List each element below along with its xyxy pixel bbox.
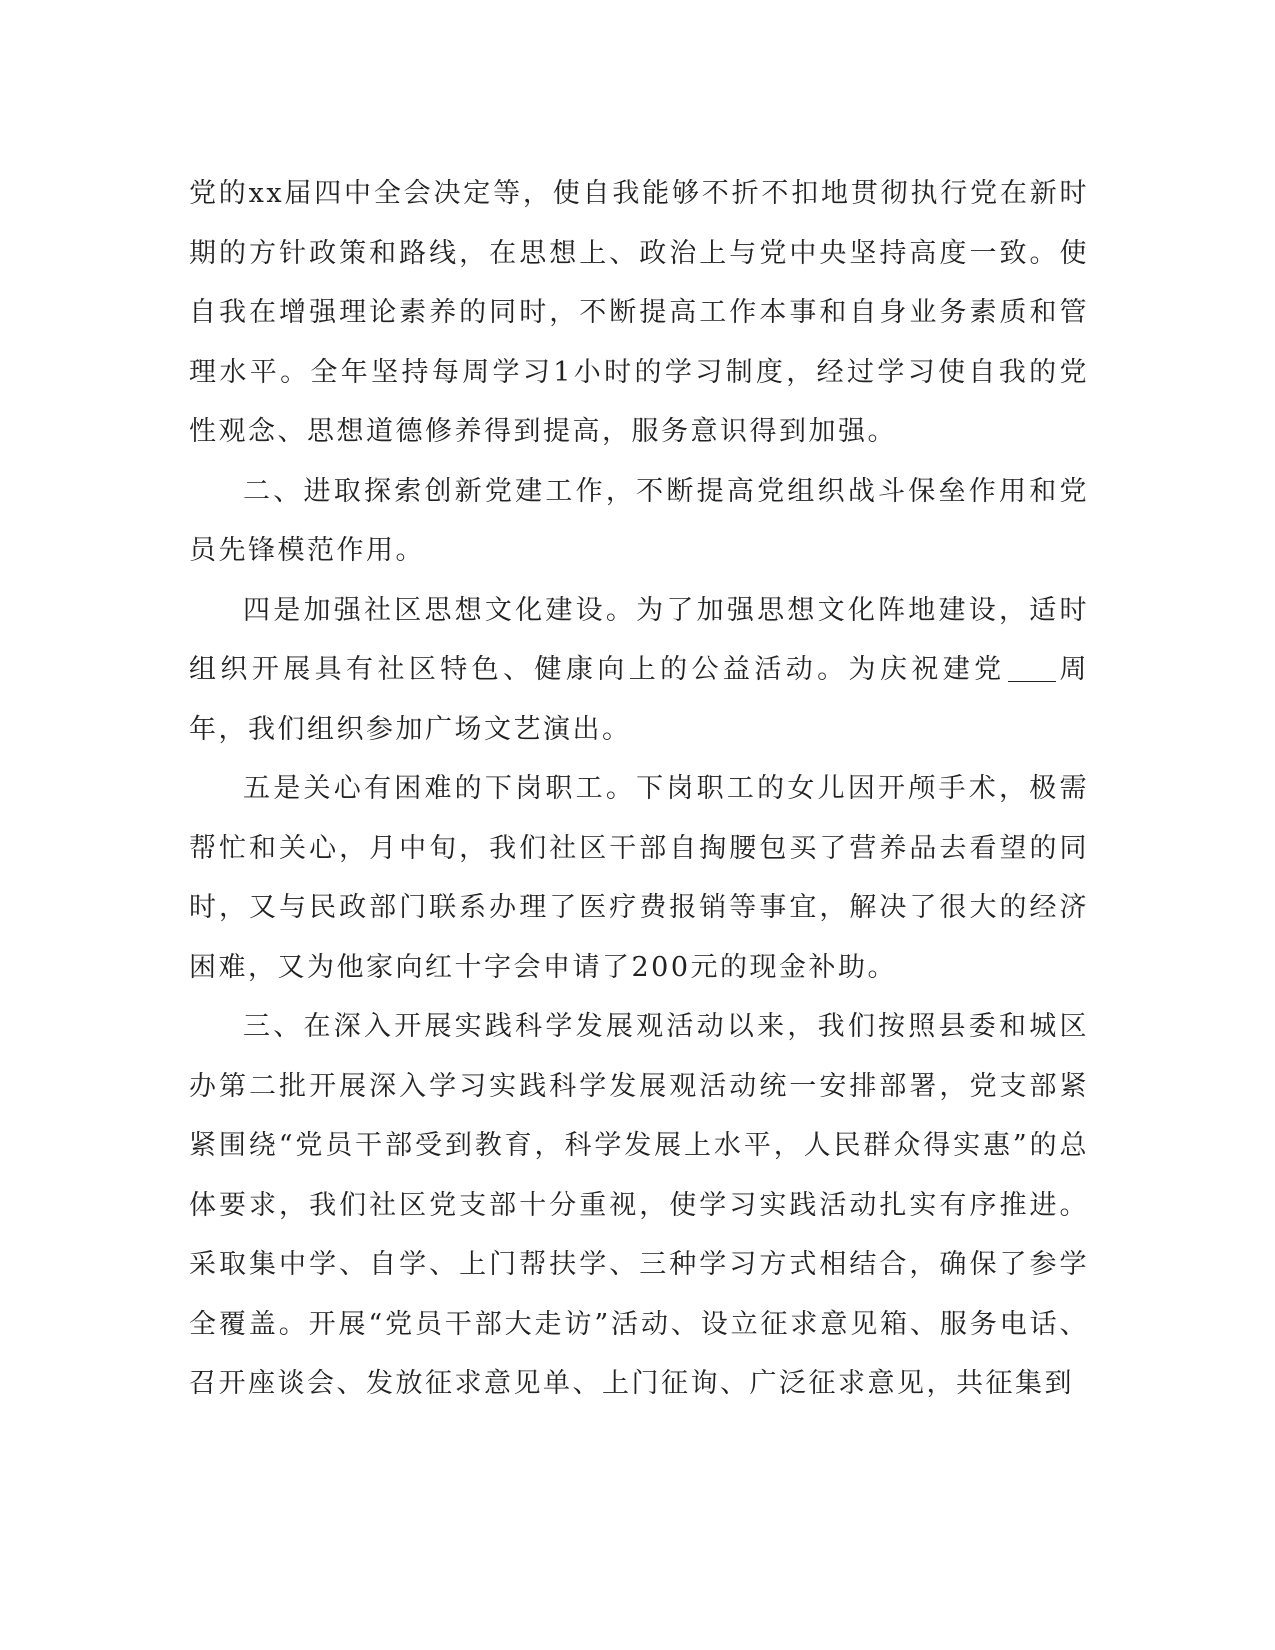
fill-in-blank <box>1008 654 1056 682</box>
paragraph-care-workers: 五是关心有困难的下岗职工。下岗职工的女儿因开颅手术，极需帮忙和关心，月中旬，我们社区干部自掏腰包买了营养品去看望的同时，又与民政部门联系办理了医疗费报销等事宜，解决了很大的经济困难，又为他家向红十字会申请了200元的现金补助。 <box>189 773 1089 983</box>
paragraph-culture-part-2: 周年，我们组织参加广场文艺演出。 <box>189 654 1090 745</box>
document-body <box>189 164 1089 1414</box>
paragraph-culture-part-1: 四是加强社区思想文化建设。为了加强思想文化阵地建设，适时组织开展具有社区特色、健康向上的公益活动。为庆祝建党 <box>189 594 1089 685</box>
paragraph-study: 党的xx届四中全会决定等，使自我能够不折不扣地贯彻执行党在新时期的方针政策和路线，在思想上、政治上与党中央坚持高度一致。使自我在增强理论素养的同时，不断提高工作本事和自身业务素质和管理水平。全年坚持每周学习1小时的学习制度，经过学习使自我的党性观念、思想道德修养得到提高，服务意识得到加强。 <box>189 178 1089 447</box>
paragraph-culture <box>189 581 1089 760</box>
paragraph-party-building: 二、进取探索创新党建工作，不断提高党组织战斗保垒作用和党员先锋模范作用。 <box>189 475 1089 566</box>
paragraph-scientific-development: 三、在深入开展实践科学发展观活动以来，我们按照县委和城区办第二批开展深入学习实践科学发展观活动统一安排部署，党支部紧紧围绕“党员干部受到教育，科学发展上水平，人民群众得实惠”的总体要求，我们社区党支部十分重视，使学习实践活动扎实有序推进。采取集中学、自学、上门帮扶学、三种学习方式相结合，确保了参学全覆盖。开展“党员干部大走访”活动、设立征求意见箱、服务电话、召开座谈会、发放征求意见单、上门征询、广泛征求意见，共征集到 <box>189 1011 1089 1399</box>
